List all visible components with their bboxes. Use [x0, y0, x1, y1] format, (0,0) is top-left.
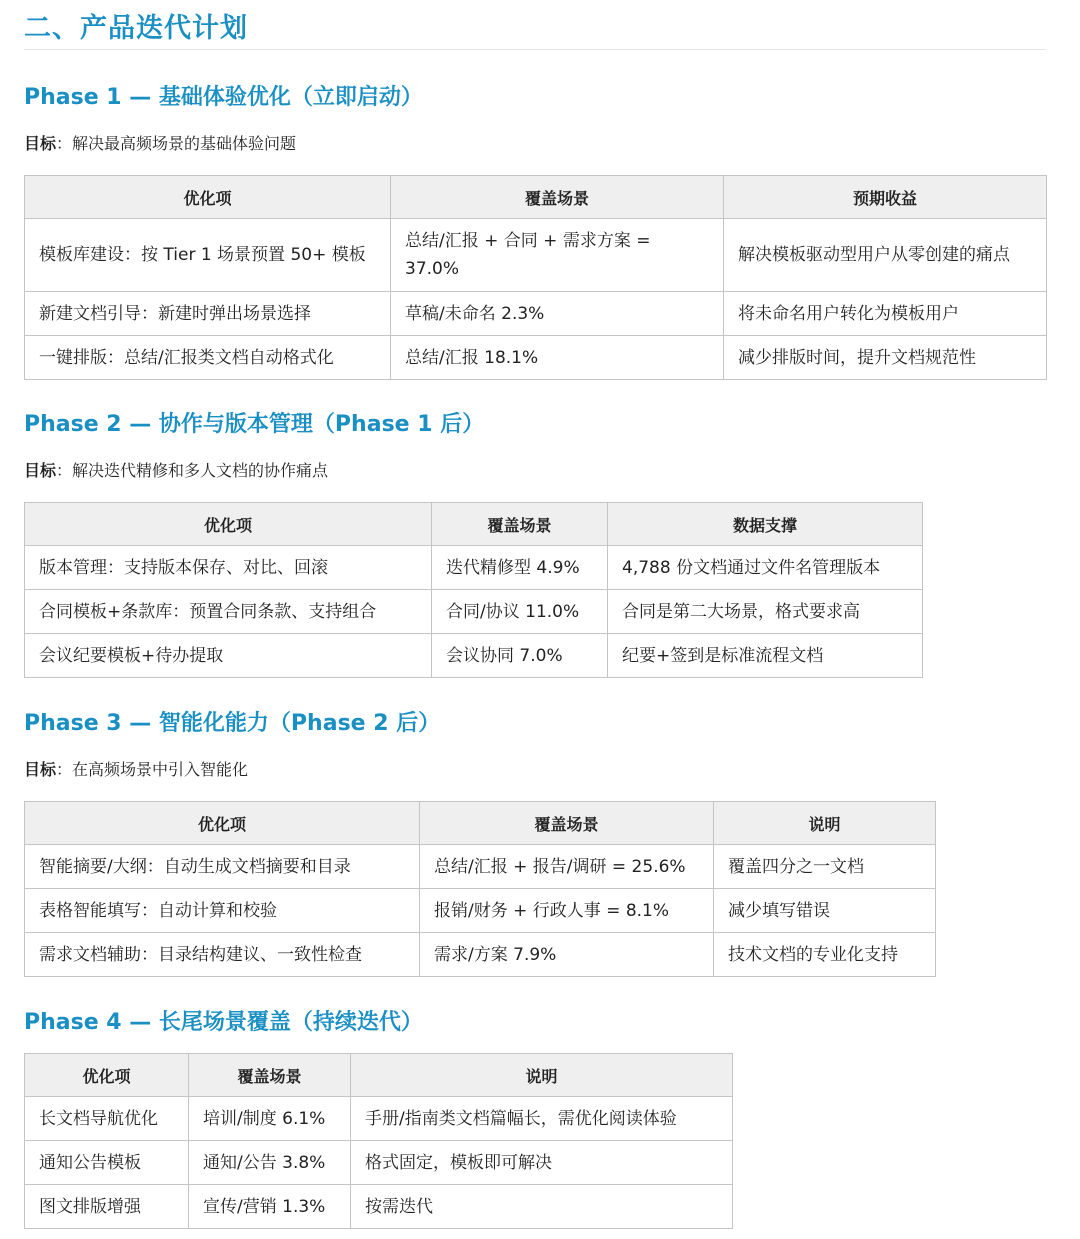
phase-3-table	[24, 801, 936, 977]
table-cell: 培训/制度 6.1%	[189, 1097, 351, 1141]
table-cell: 需求/方案 7.9%	[420, 933, 714, 977]
table-row	[25, 292, 1047, 336]
phase-2-goal	[24, 458, 328, 481]
section-divider	[24, 49, 1046, 50]
table-cell: 总结/汇报 + 合同 + 需求方案 = 37.0%	[391, 219, 724, 292]
table-cell: 按需迭代	[351, 1185, 733, 1229]
table-cell: 新建文档引导：新建时弹出场景选择	[25, 292, 391, 336]
column-header: 优化项	[25, 176, 391, 219]
table-row	[25, 845, 936, 889]
table-cell: 总结/汇报 + 报告/调研 = 25.6%	[420, 845, 714, 889]
table-cell: 表格智能填写：自动计算和校验	[25, 889, 420, 933]
table-cell: 解决模板驱动型用户从零创建的痛点	[724, 219, 1047, 292]
table-cell: 图文排版增强	[25, 1185, 189, 1229]
table-cell: 报销/财务 + 行政人事 = 8.1%	[420, 889, 714, 933]
table-row	[25, 590, 923, 634]
phase-1-goal	[24, 131, 296, 154]
phase-4-table	[24, 1053, 733, 1229]
table-cell: 减少填写错误	[714, 889, 936, 933]
table-cell: 版本管理：支持版本保存、对比、回滚	[25, 546, 432, 590]
phase-2-title: Phase 2 — 协作与版本管理（Phase 1 后）	[24, 412, 485, 437]
table-cell: 通知/公告 3.8%	[189, 1141, 351, 1185]
goal-separator: ：	[56, 760, 73, 779]
table-cell: 会议协同 7.0%	[432, 634, 608, 678]
table-cell: 减少排版时间，提升文档规范性	[724, 336, 1047, 380]
phase-3-goal	[24, 757, 248, 780]
table-header-row	[25, 802, 936, 845]
section-title: 二、产品迭代计划	[24, 13, 248, 44]
goal-separator: ：	[56, 134, 73, 153]
phase-3-title: Phase 3 — 智能化能力（Phase 2 后）	[24, 711, 441, 736]
table-row	[25, 546, 923, 590]
column-header: 数据支撑	[608, 503, 923, 546]
phase-1-table	[24, 175, 1047, 380]
table-cell: 需求文档辅助：目录结构建议、一致性检查	[25, 933, 420, 977]
goal-label: 目标	[24, 134, 57, 153]
table-cell: 合同/协议 11.0%	[432, 590, 608, 634]
column-header: 优化项	[25, 1054, 189, 1097]
table-header-row	[25, 503, 923, 546]
table-header-row	[25, 176, 1047, 219]
phase-2-table	[24, 502, 923, 678]
column-header: 说明	[714, 802, 936, 845]
column-header: 优化项	[25, 503, 432, 546]
table-row	[25, 634, 923, 678]
table-cell: 总结/汇报 18.1%	[391, 336, 724, 380]
column-header: 说明	[351, 1054, 733, 1097]
table-row	[25, 336, 1047, 380]
table-cell: 通知公告模板	[25, 1141, 189, 1185]
table-cell: 技术文档的专业化支持	[714, 933, 936, 977]
table-row	[25, 1141, 733, 1185]
table-header-row	[25, 1054, 733, 1097]
table-row	[25, 1097, 733, 1141]
goal-text: 在高频场景中引入智能化	[72, 760, 249, 779]
column-header: 覆盖场景	[189, 1054, 351, 1097]
goal-label: 目标	[24, 760, 57, 779]
table-cell: 智能摘要/大纲：自动生成文档摘要和目录	[25, 845, 420, 889]
table-cell: 手册/指南类文档篇幅长，需优化阅读体验	[351, 1097, 733, 1141]
phase-1-title: Phase 1 — 基础体验优化（立即启动）	[24, 85, 423, 110]
table-row	[25, 889, 936, 933]
table-cell: 格式固定，模板即可解决	[351, 1141, 733, 1185]
table-cell: 宣传/营销 1.3%	[189, 1185, 351, 1229]
table-cell: 4,788 份文档通过文件名管理版本	[608, 546, 923, 590]
phase-4-title: Phase 4 — 长尾场景覆盖（持续迭代）	[24, 1010, 423, 1035]
goal-text: 解决迭代精修和多人文档的协作痛点	[72, 461, 329, 480]
table-row	[25, 1185, 733, 1229]
table-row	[25, 219, 1047, 292]
table-cell: 模板库建设：按 Tier 1 场景预置 50+ 模板	[25, 219, 391, 292]
column-header: 优化项	[25, 802, 420, 845]
goal-separator: ：	[56, 461, 73, 480]
column-header: 覆盖场景	[432, 503, 608, 546]
goal-label: 目标	[24, 461, 57, 480]
table-cell: 纪要+签到是标准流程文档	[608, 634, 923, 678]
column-header: 预期收益	[724, 176, 1047, 219]
table-row	[25, 933, 936, 977]
column-header: 覆盖场景	[391, 176, 724, 219]
column-header: 覆盖场景	[420, 802, 714, 845]
table-cell: 将未命名用户转化为模板用户	[724, 292, 1047, 336]
table-cell: 合同是第二大场景，格式要求高	[608, 590, 923, 634]
table-cell: 合同模板+条款库：预置合同条款、支持组合	[25, 590, 432, 634]
table-cell: 长文档导航优化	[25, 1097, 189, 1141]
goal-text: 解决最高频场景的基础体验问题	[72, 134, 297, 153]
table-cell: 迭代精修型 4.9%	[432, 546, 608, 590]
table-cell: 草稿/未命名 2.3%	[391, 292, 724, 336]
table-cell: 会议纪要模板+待办提取	[25, 634, 432, 678]
table-cell: 一键排版：总结/汇报类文档自动格式化	[25, 336, 391, 380]
table-cell: 覆盖四分之一文档	[714, 845, 936, 889]
